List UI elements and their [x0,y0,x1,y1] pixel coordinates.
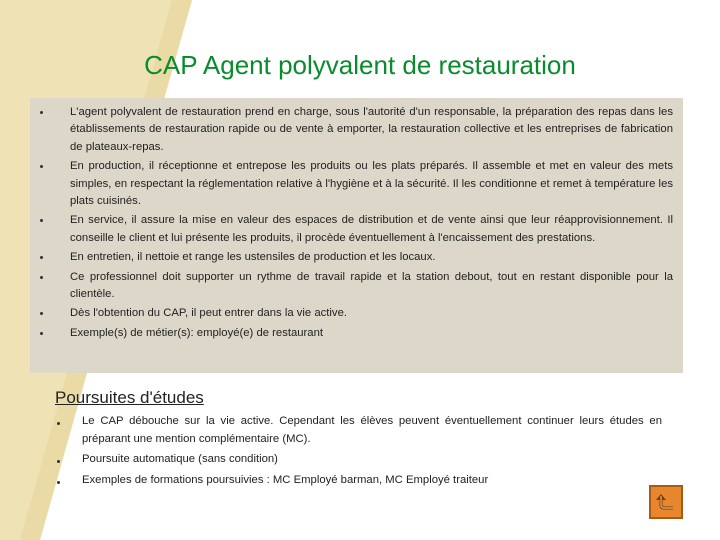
bullet-icon [57,422,60,425]
slide-title: CAP Agent polyvalent de restauration [144,50,576,80]
bullet-icon [57,481,60,484]
bullet-icon [40,165,43,168]
list-item: En service, il assure la mise en valeur des espaces de distribution et de vente ainsi que leur réapprovisionnement. Il conseille le client et lui présente les produits, il procède éventuellement à l'encaissement des prestations. [40,212,673,247]
bullet-icon [40,256,43,259]
list-item: En entretien, il nettoie et range les ustensiles de production et les locaux. [40,249,673,266]
list-item: Le CAP débouche sur la vie active. Cependant les élèves peuvent éventuellement continuer leurs études en préparant une mention complémentaire (MC). [57,413,662,448]
list-item: Dès l'obtention du CAP, il peut entrer dans la vie active. [40,305,673,322]
bullet-icon [40,332,43,335]
list-item: Exemples de formations poursuivies : MC Employé barman, MC Employé traiteur [57,472,662,490]
list-item: Exemple(s) de métier(s): employé(e) de restaurant [40,325,673,342]
return-arrow-icon [654,490,678,514]
list-item: Ce professionnel doit supporter un rythme de travail rapide et la station debout, tout en restant disponible pour la clientèle. [40,269,673,304]
list-item: En production, il réceptionne et entrepose les produits ou les plats préparés. Il assemble et met en valeur des mets simples, en respectant la réglementation relative à l'hygiène et à la sécurité. Il les conditionne et remet à température les plats cuisinés. [40,158,673,210]
bullet-icon [40,276,43,279]
bullet-icon [40,312,43,315]
bullet-icon [57,460,60,463]
poursuites-bullet-list [57,413,662,492]
bullet-icon [40,219,43,222]
section-heading-poursuites: Poursuites d'études [55,388,204,407]
list-item: Poursuite automatique (sans condition) [57,451,662,469]
list-item: L'agent polyvalent de restauration prend en charge, sous l'autorité d'un responsable, la préparation des repas dans les établissements de restauration rapide ou de vente à emporter, la restauration collective et les entreprises de fabrication de plateaux-repas. [40,104,673,156]
return-button[interactable] [649,485,683,519]
bullet-icon [40,111,43,114]
main-bullet-list [40,104,673,344]
